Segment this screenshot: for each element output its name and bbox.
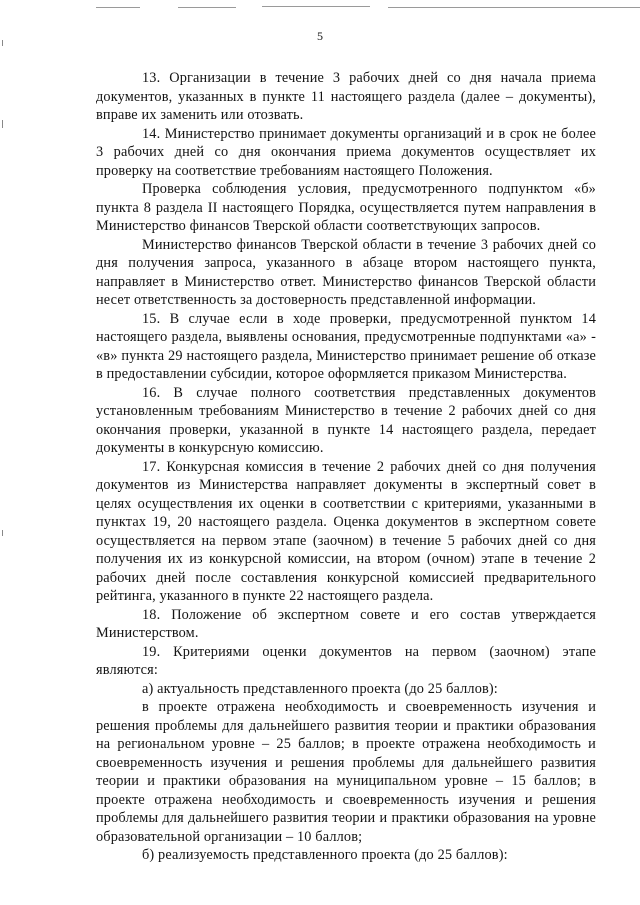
document-body xyxy=(96,69,596,865)
scan-border-line xyxy=(388,7,640,8)
scan-border-line xyxy=(178,7,236,8)
paragraph-13: 13. Организации в течение 3 рабочих дней со дня начала приема документов, указанных в пункте 11 настоящего раздела (далее – документы), вправе их заменить или отозвать. xyxy=(96,70,596,123)
paragraph-14-response: Министерство финансов Тверской области в течение 3 рабочих дней со дня получения запроса, указанного в абзаце втором настоящего пункта, направляет в Министерство ответ. Министерство финансов Тверской области несет ответственность за достоверность представленной информации. xyxy=(96,236,596,308)
page-number: 5 xyxy=(317,29,323,43)
paragraph-19-a: а) актуальность представленного проекта (до 25 баллов): xyxy=(142,680,498,697)
scan-border-line xyxy=(96,7,140,8)
paragraph-17: 17. Конкурсная комиссия в течение 2 рабочих дней со дня получения документов из Министерства направляет документы в экспертный совет в целях осуществления их оценки в соответствии с критериями, указанными в пунктах 19, 20 настоящего раздела. Оценка документов в экспертном совете осуществляется на первом этапе (заочном) в течение 5 рабочих дней со дня получения их из конкурсной комиссии, на втором (очном) этапе в течение 2 рабочих дней после составления конкурсной комиссией предварительного рейтинга, указанного в пункте 22 настоящего раздела. xyxy=(96,458,596,604)
scan-edge-mark xyxy=(2,120,3,128)
paragraph-15: 15. В случае если в ходе проверки, предусмотренной пунктом 14 настоящего раздела, выявлены основания, предусмотренные подпунктами «а» - «в» пункта 29 настоящего раздела, Министерство принимает решение об отказе в предоставлении субсидии, которое оформляется приказом Министерства. xyxy=(96,310,596,382)
paragraph-18: 18. Положение об экспертном совете и его состав утверждается Министерством. xyxy=(96,606,596,641)
scan-edge-mark xyxy=(2,530,3,536)
paragraph-14-check: Проверка соблюдения условия, предусмотренного подпунктом «б» пункта 8 раздела II настоящего Порядка, осуществляется путем направления в Министерство финансов Тверской области соответствующих запросов. xyxy=(96,181,596,234)
paragraph-16: 16. В случае полного соответствия представленных документов установленным требованиям Министерство в течение 2 рабочих дней со дня окончания проверки, указанной в пункте 14 настоящего раздела, передает документы в конкурсную комиссию. xyxy=(96,384,596,456)
paragraph-19: 19. Критериями оценки документов на первом (заочном) этапе являются: xyxy=(96,643,596,678)
paragraph-19-b: б) реализуемость представленного проекта (до 25 баллов): xyxy=(142,847,508,863)
paragraph-14: 14. Министерство принимает документы организаций и в срок не более 3 рабочих дней со дня окончания приема документов осуществляет их проверку на соответствие требованиям настоящего Положения. xyxy=(96,125,596,179)
paragraph-19-a-detail: в проекте отражена необходимость и своевременность изучения и решения проблемы для дальнейшего развития теории и практики образования на региональном уровне – 25 баллов; в проекте отражена необходимость и своевременность изучения и решения проблемы для дальнейшего развития теории и практики образования на муниципальном уровне – 15 баллов; в проекте отражена необходимость и своевременность изучения и решения проблемы для дальнейшего развития теории и практики образования на уровне образовательной организации – 10 баллов; xyxy=(96,699,596,845)
scan-border-line xyxy=(262,6,370,7)
